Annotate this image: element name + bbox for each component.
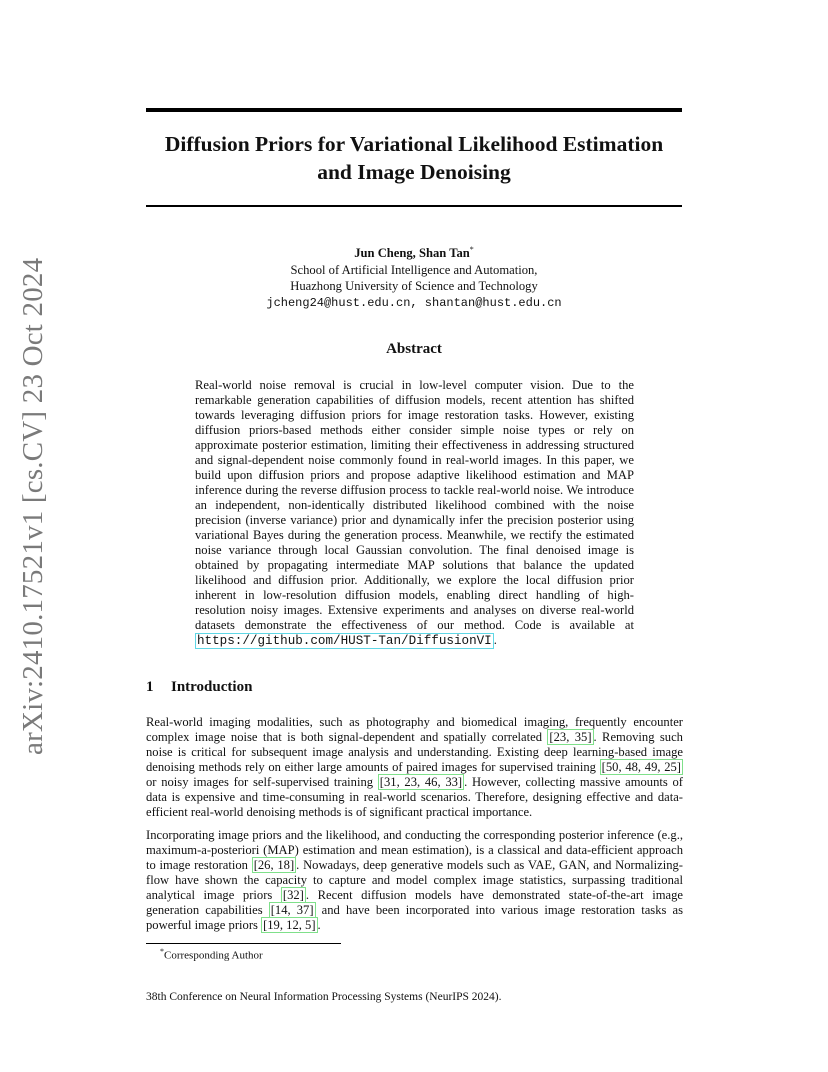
abstract-text: Real-world noise removal is crucial in low-level computer vision. Due to the remarkable generation capabilities of diffusion models, recent attention has shifted towards leveraging diffusion priors for image restoration tasks. However, existing diffusion priors-based methods either consider simple noise types or rely on approximate posterior estimation, limiting their effectiveness in addressing structured and signal-dependent noise commonly found in real-world images. In this paper, we build upon diffusion priors and propose adaptive likelihood estimation and MAP inference during the reverse diffusion process to tackle real-world noise. We introduce an independent, non-identically distributed likelihood combined with the noise precision (inverse variance) prior and dynamically infer the precision posterior using variational Bayes during the generation process. Meanwhile, we rectify the estimated noise variance through local Gaussian convolution. The final denoised image is obtained by propagating intermediate MAP solutions that balance the updated likelihood and diffusion prior. Additionally, we explore the local diffusion prior inherent in low-resolution diffusion models, enabling direct handling of high-resolution noisy images. Extensive experiments and analyses on diverse real-world datasets demonstrate the effectiveness of our method. Code is available at bbox=[195, 378, 634, 632]
text-run: . Nowadays, deep generative models such as VAE, GAN, and Normalizing-flow have shown the capacity to capture and model complex image statistics, surpassing traditional analytical image priors bbox=[146, 858, 683, 902]
arxiv-identifier: arXiv:2410.17521v1 [cs.CV] 23 Oct 2024 bbox=[17, 257, 49, 755]
title-line-2: and Image Denoising bbox=[317, 160, 511, 184]
footnote bbox=[160, 947, 263, 962]
text-run: and have been incorporated into various image restoration tasks as powerful image priors bbox=[146, 903, 684, 932]
intro-paragraph-2 bbox=[146, 828, 683, 933]
code-link[interactable]: https://github.com/HUST-Tan/DiffusionVI bbox=[197, 634, 492, 648]
abstract-heading: Abstract bbox=[386, 341, 442, 357]
title-bottom-rule bbox=[146, 205, 682, 207]
title-line-1: Diffusion Priors for Variational Likelihood Estimation bbox=[164, 132, 664, 156]
text-run: . bbox=[317, 918, 321, 932]
corresponding-mark: * bbox=[469, 245, 474, 254]
citation-link[interactable]: [26, 18] bbox=[253, 858, 295, 872]
footnote-mark: * bbox=[160, 947, 164, 956]
title-top-rule bbox=[146, 108, 682, 112]
author-emails: jcheng24@hust.edu.cn, shantan@hust.edu.cn bbox=[266, 295, 562, 310]
text-run: or noisy images for self-supervised training bbox=[146, 775, 378, 789]
text-run: Real-world imaging modalities, such as photography and biomedical imaging, frequently encounter complex image noise that is both signal-dependent and spatially correlated bbox=[146, 715, 683, 744]
section-number: 1 bbox=[146, 679, 154, 695]
citation-link[interactable]: [19, 12, 5] bbox=[263, 918, 316, 932]
citation-link[interactable]: [14, 37] bbox=[270, 903, 314, 917]
abstract-body bbox=[195, 378, 634, 649]
author-names: Jun Cheng, Shan Tan bbox=[354, 246, 470, 261]
affiliation-line-1: School of Artificial Intelligence and Automation, bbox=[290, 262, 538, 277]
conference-footer: 38th Conference on Neural Information Processing Systems (NeurIPS 2024). bbox=[146, 991, 502, 1003]
author-block bbox=[146, 242, 682, 311]
citation-link[interactable]: [32] bbox=[282, 888, 304, 902]
affiliation-line-2: Huazhong University of Science and Technology bbox=[290, 279, 538, 294]
section-title: Introduction bbox=[171, 679, 253, 695]
citation-link[interactable]: [31, 23, 46, 33] bbox=[379, 775, 463, 789]
abstract-end: . bbox=[493, 633, 497, 647]
section-heading bbox=[146, 679, 252, 696]
intro-paragraph-1 bbox=[146, 715, 683, 820]
footnote-text: Corresponding Author bbox=[164, 949, 263, 962]
citation-link[interactable]: [23, 35] bbox=[549, 730, 592, 744]
paper-title bbox=[146, 130, 682, 186]
text-run: . However, collecting massive amounts of data is expensive and time-consuming in real-world scenarios. Therefore, designing effective and data-efficient real-world denoising methods is of significant practical importance. bbox=[146, 775, 683, 819]
text-run: . Removing such noise is critical for subsequent image analysis and understanding. Existing deep learning-based image denoising methods rely on either large amounts of paired images for supervised training bbox=[146, 730, 683, 774]
footnote-rule bbox=[146, 943, 341, 944]
citation-link[interactable]: [50, 48, 49, 25] bbox=[601, 760, 682, 774]
text-run: . Recent diffusion models have demonstrated state-of-the-art image generation capabilities bbox=[146, 888, 683, 917]
text-run: Incorporating image priors and the likelihood, and conducting the corresponding posterior inference (e.g., maximum-a-posteriori (MAP) estimation and mean estimation), is a classical and data-efficient approach to image restoration bbox=[146, 828, 683, 872]
